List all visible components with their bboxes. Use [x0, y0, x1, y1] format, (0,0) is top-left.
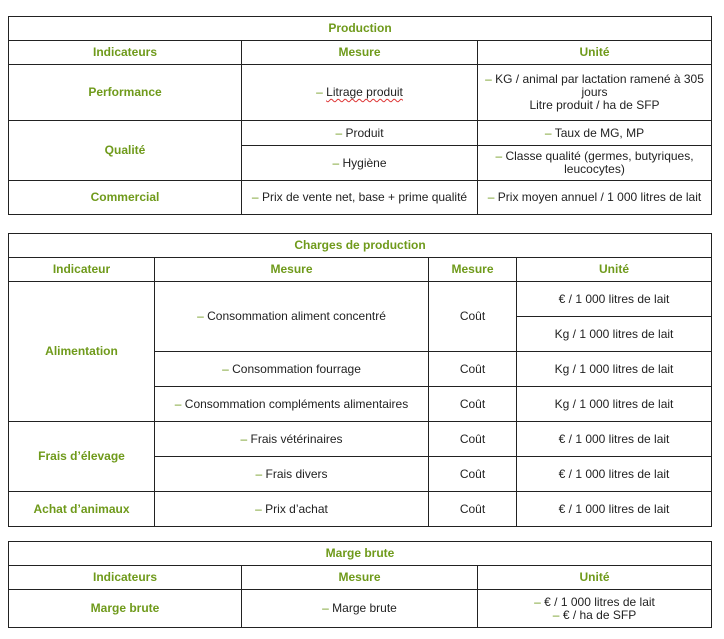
cell-unite: € / 1 000 litres de lait — [517, 282, 712, 317]
cell-unite: – Classe qualité (germes, butyriques, leucocytes) — [478, 146, 712, 181]
cell-mesure: – Produit — [242, 121, 478, 146]
cell-unite: – Prix moyen annuel / 1 000 litres de lait — [478, 181, 712, 215]
charges-title: Charges de production — [9, 234, 712, 258]
header-mesure: Mesure — [155, 258, 429, 282]
cell-type: Coût — [429, 457, 517, 492]
header-unite: Unité — [478, 41, 712, 65]
cell-type: Coût — [429, 422, 517, 457]
production-table — [8, 16, 712, 215]
row-label-achat: Achat d’animaux — [9, 492, 155, 527]
production-title: Production — [9, 17, 712, 41]
row-label-commercial: Commercial — [9, 181, 242, 215]
cell-mesure: – Hygiène — [242, 146, 478, 181]
marge-table — [8, 541, 712, 628]
cell-unite: – € / 1 000 litres de lait – € / ha de SFP — [478, 590, 712, 628]
header-unite: Unité — [517, 258, 712, 282]
header-mesure: Mesure — [242, 41, 478, 65]
cell-mesure: – Prix de vente net, base + prime qualité — [242, 181, 478, 215]
header-indicateur: Indicateur — [9, 258, 155, 282]
header-mesure-type: Mesure — [429, 258, 517, 282]
header-mesure: Mesure — [242, 566, 478, 590]
table-row — [9, 181, 712, 215]
row-label-performance: Performance — [9, 65, 242, 121]
cell-mesure: – Consommation fourrage — [155, 352, 429, 387]
cell-unite: – KG / animal par lactation ramené à 305 jours Litre produit / ha de SFP — [478, 65, 712, 121]
table-row — [9, 121, 712, 146]
cell-mesure: – Frais divers — [155, 457, 429, 492]
cell-unite: – Taux de MG, MP — [478, 121, 712, 146]
row-label-marge: Marge brute — [9, 590, 242, 628]
cell-type: Coût — [429, 352, 517, 387]
table-row — [9, 65, 712, 121]
cell-unite: Kg / 1 000 litres de lait — [517, 352, 712, 387]
cell-unite: Kg / 1 000 litres de lait — [517, 317, 712, 352]
table-row — [9, 422, 712, 457]
header-indicateurs: Indicateurs — [9, 566, 242, 590]
marge-title: Marge brute — [9, 542, 712, 566]
cell-mesure: – Frais vétérinaires — [155, 422, 429, 457]
cell-unite: € / 1 000 litres de lait — [517, 492, 712, 527]
cell-mesure: – Prix d’achat — [155, 492, 429, 527]
table-row — [9, 492, 712, 527]
cell-type: Coût — [429, 282, 517, 352]
cell-unite: € / 1 000 litres de lait — [517, 422, 712, 457]
cell-mesure: – Marge brute — [242, 590, 478, 628]
table-row — [9, 590, 712, 628]
row-label-qualite: Qualité — [9, 121, 242, 181]
cell-type: Coût — [429, 387, 517, 422]
header-indicateurs: Indicateurs — [9, 41, 242, 65]
row-label-frais: Frais d’élevage — [9, 422, 155, 492]
header-unite: Unité — [478, 566, 712, 590]
cell-unite: € / 1 000 litres de lait — [517, 457, 712, 492]
cell-unite: Kg / 1 000 litres de lait — [517, 387, 712, 422]
cell-type: Coût — [429, 492, 517, 527]
cell-mesure: – Consommation compléments alimentaires — [155, 387, 429, 422]
cell-mesure: – Consommation aliment concentré — [155, 282, 429, 352]
table-row — [9, 282, 712, 317]
row-label-alimentation: Alimentation — [9, 282, 155, 422]
cell-mesure: – Litrage produit — [242, 65, 478, 121]
charges-table — [8, 233, 712, 527]
